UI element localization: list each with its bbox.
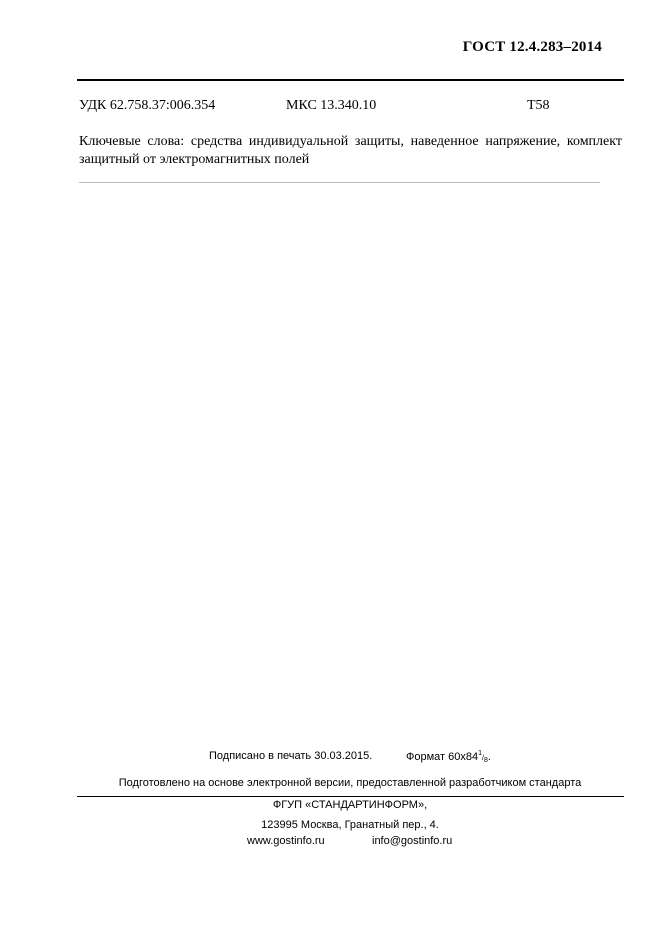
imprint-signed-row <box>0 750 661 766</box>
publisher-address: 123995 Москва, Гранатный пер., 4. <box>261 819 439 831</box>
email-link[interactable]: info@gostinfo.ru <box>372 835 453 847</box>
paper-format: Формат $60x84^1/_8$. <box>406 750 491 764</box>
format-numerator: 1 <box>478 750 483 757</box>
publisher-name: ФГУП «СТАНДАРТИНФОРМ», <box>272 799 428 811</box>
format-tail: . <box>487 751 491 763</box>
keywords-rule <box>79 182 600 183</box>
signed-date: Подписано в печать 30.03.2015. <box>209 750 373 762</box>
format-label: Формат 60x84 <box>406 751 479 763</box>
classification-row <box>79 98 624 116</box>
prepared-note: Подготовлено на основе электронной версии, предоставленной разработчиком стандарта <box>118 777 582 789</box>
udk-code: УДК 62.758.37:006.354 <box>79 98 216 113</box>
contacts-row <box>0 835 661 851</box>
website-link[interactable]: www.gostinfo.ru <box>247 835 325 847</box>
imprint-rule <box>77 796 624 797</box>
format-denominator: 8 <box>483 757 488 764</box>
header-rule <box>77 79 624 81</box>
document-code: ГОСТ 12.4.283–2014 <box>462 39 602 55</box>
keywords-text: Ключевые слова: средства индивидуальной защиты, наведенное напряжение, комплект защитный от электромагнитных полей <box>79 134 622 167</box>
okp-code: Т58 <box>527 98 550 113</box>
mks-code: МКС 13.340.10 <box>286 98 377 113</box>
